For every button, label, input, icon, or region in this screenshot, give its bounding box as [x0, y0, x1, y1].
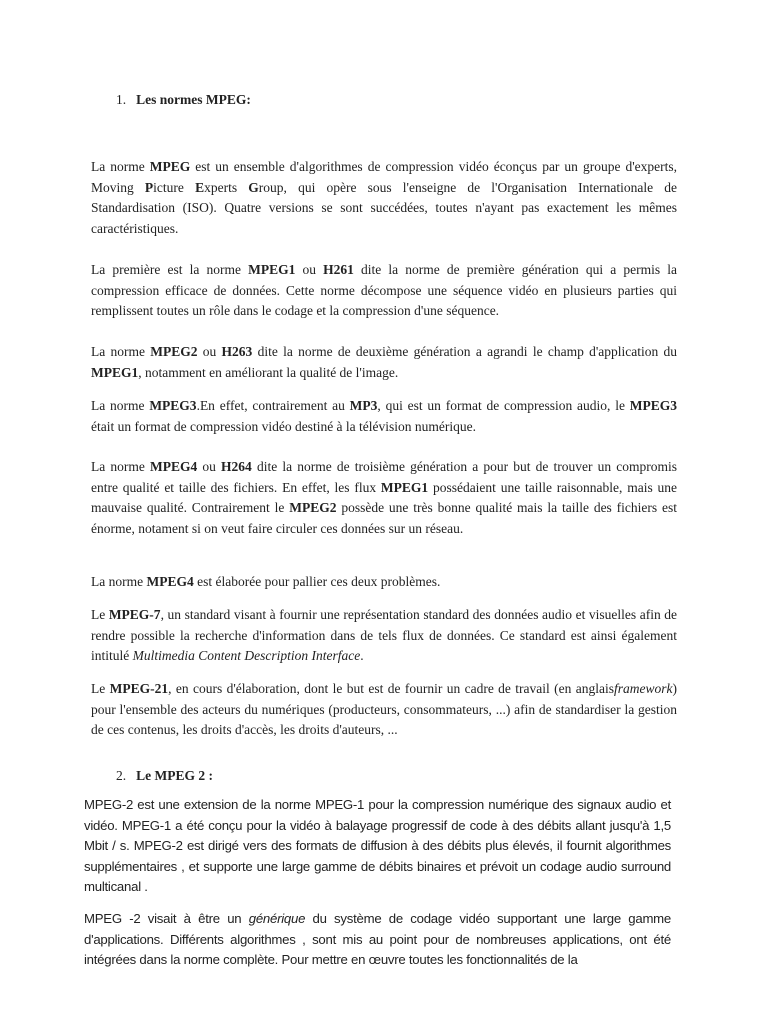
text-run: Le [91, 607, 109, 622]
text-run: est élaborée pour pallier ces deux problèmes. [193, 574, 441, 589]
bold-term: H263 [221, 344, 253, 359]
text-run: xperts [204, 179, 249, 195]
text-run: La norme [91, 344, 151, 359]
bold-term: MPEG4 [150, 459, 198, 474]
italic-term: générique [248, 911, 306, 926]
text-run: du système de codage vidéo supportant une large gamme d'applications. Différents algorithmes , sont mis au point pour de nombreuses applications, ont été intégrées dans la norme complète. Pour mettre en œuvre toutes les fonctionnalités de la [84, 911, 671, 967]
paragraph-mpeg2 [91, 342, 677, 383]
italic-term: framework [614, 681, 673, 696]
text-run: ) pour l'ensemble des acteurs du numériques (producteurs, consommateurs, ...) afin de standardiser la gestion de ces contenus, les droits d'accès, les droits d'auteurs, ... [91, 681, 678, 737]
text-run: est un ensemble d'algorithmes de compression vidéo éconçus par un groupe d'experts, Moving [91, 159, 677, 195]
bold-term: MPEG-7 [108, 607, 161, 622]
section-1-heading [116, 92, 251, 108]
bold-term: H264 [221, 459, 252, 474]
bold-term: MPEG1 [380, 479, 429, 495]
text-run: La norme [91, 159, 150, 174]
text-run: MPEG-2 est une extension de la norme MPEG-1 pour la compression numérique des signaux audio et vidéo. MPEG-1 a été conçu pour la vidéo à balayage progressif de code à des débits allant jusqu'à 1,5 Mbit / s. MPEG-2 est dirigé vers des formats de diffusion à des débits plus élevés, il fournit algorithmes supplémentaires , et supporte une large gamme de débits binaires et prévoit un codage audio surround multicanal . [84, 797, 671, 894]
text-run: ou [197, 344, 222, 359]
text-run: roup, qui opère sous l'enseigne de l'Organisation Internationale de Standardisation (ISO). Quatre versions se sont succédées, toutes n'ayant pas exactement les mêmes caractéristiques. [91, 179, 677, 236]
text-run: ou [295, 262, 324, 277]
text-run: La première est la norme [91, 262, 249, 277]
bold-term: MPEG1 [91, 364, 139, 380]
bold-term: P [144, 179, 154, 195]
text-run: , en cours d'élaboration, dont le but est de fournir un cadre de travail (en anglais [168, 681, 615, 696]
text-run: .En effet, contrairement au [196, 398, 350, 413]
text-run: . [360, 648, 364, 663]
paragraph-mpeg4-purpose [91, 572, 677, 593]
text-run: Le [91, 681, 110, 696]
bold-term: MPEG-21 [109, 681, 169, 696]
text-run: , qui est un format de compression audio, le [377, 398, 630, 413]
text-run: ou [197, 459, 222, 474]
section-2-number: 2. [116, 768, 127, 783]
bold-term: E [195, 179, 205, 195]
bold-term: MPEG1 [248, 262, 296, 277]
section-1-title: Les normes MPEG: [136, 92, 251, 107]
bold-term: G [248, 179, 259, 195]
text-run: icture [153, 179, 196, 195]
bold-term: MPEG3 [149, 398, 197, 413]
paragraph-mpeg-definition [91, 157, 677, 239]
paragraph-mpeg4 [91, 457, 677, 539]
text-run: était un format de compression vidéo destiné à la télévision numérique. [91, 418, 477, 434]
section-2-heading [116, 768, 213, 784]
text-run: La norme [91, 459, 151, 474]
text-run: possédaient une taille raisonnable, mais une mauvaise qualité. Contrairement le [91, 479, 677, 515]
text-run: , notamment en améliorant la qualité de l'image. [138, 364, 399, 380]
bold-term: MPEG [149, 159, 191, 174]
bold-term: H261 [323, 262, 354, 277]
paragraph-mpeg1 [91, 260, 677, 322]
section-1-number: 1. [116, 92, 127, 107]
paragraph-mpeg2-extension [84, 795, 671, 898]
bold-term: MPEG4 [146, 574, 194, 589]
italic-term: Multimedia Content Description Interface [132, 648, 361, 663]
text-run: dite la norme de deuxième génération a agrandi le champ d'application du [252, 344, 678, 359]
paragraph-mpeg7 [91, 605, 677, 667]
paragraph-mpeg3 [91, 396, 677, 437]
bold-term: MPEG2 [150, 344, 198, 359]
text-run: dite la norme de première génération qui a permis la compression efficace de données. Cette norme décompose une séquence vidéo en plusieurs parties qui remplissent toutes un rôle dans le codage et la compression d'une séquence. [91, 262, 678, 318]
bold-term: MP3 [349, 398, 378, 413]
paragraph-mpeg2-generic [84, 909, 671, 971]
text-run: La norme [91, 398, 150, 413]
text-run: dite la norme de troisième génération a pour but de trouver un compromis entre qualité et taille des fichiers. En effet, les flux [91, 459, 677, 495]
text-run: MPEG -2 visait à être un [84, 911, 249, 926]
text-run: possède une très bonne qualité mais la taille des fichiers est énorme, notament si on veut faire circuler ces données sur un réseau. [91, 500, 677, 536]
section-2-title: Le MPEG 2 : [136, 768, 213, 783]
bold-term: MPEG3 [629, 398, 677, 413]
text-run: La norme [91, 574, 147, 589]
paragraph-mpeg21 [91, 679, 677, 741]
text-run: , un standard visant à fournir une représentation standard des données audio et visuelles afin de rendre possible la recherche d'information dans de tels flux de données. Ce standard est ainsi également intitulé [91, 607, 677, 663]
bold-term: MPEG2 [289, 500, 337, 515]
